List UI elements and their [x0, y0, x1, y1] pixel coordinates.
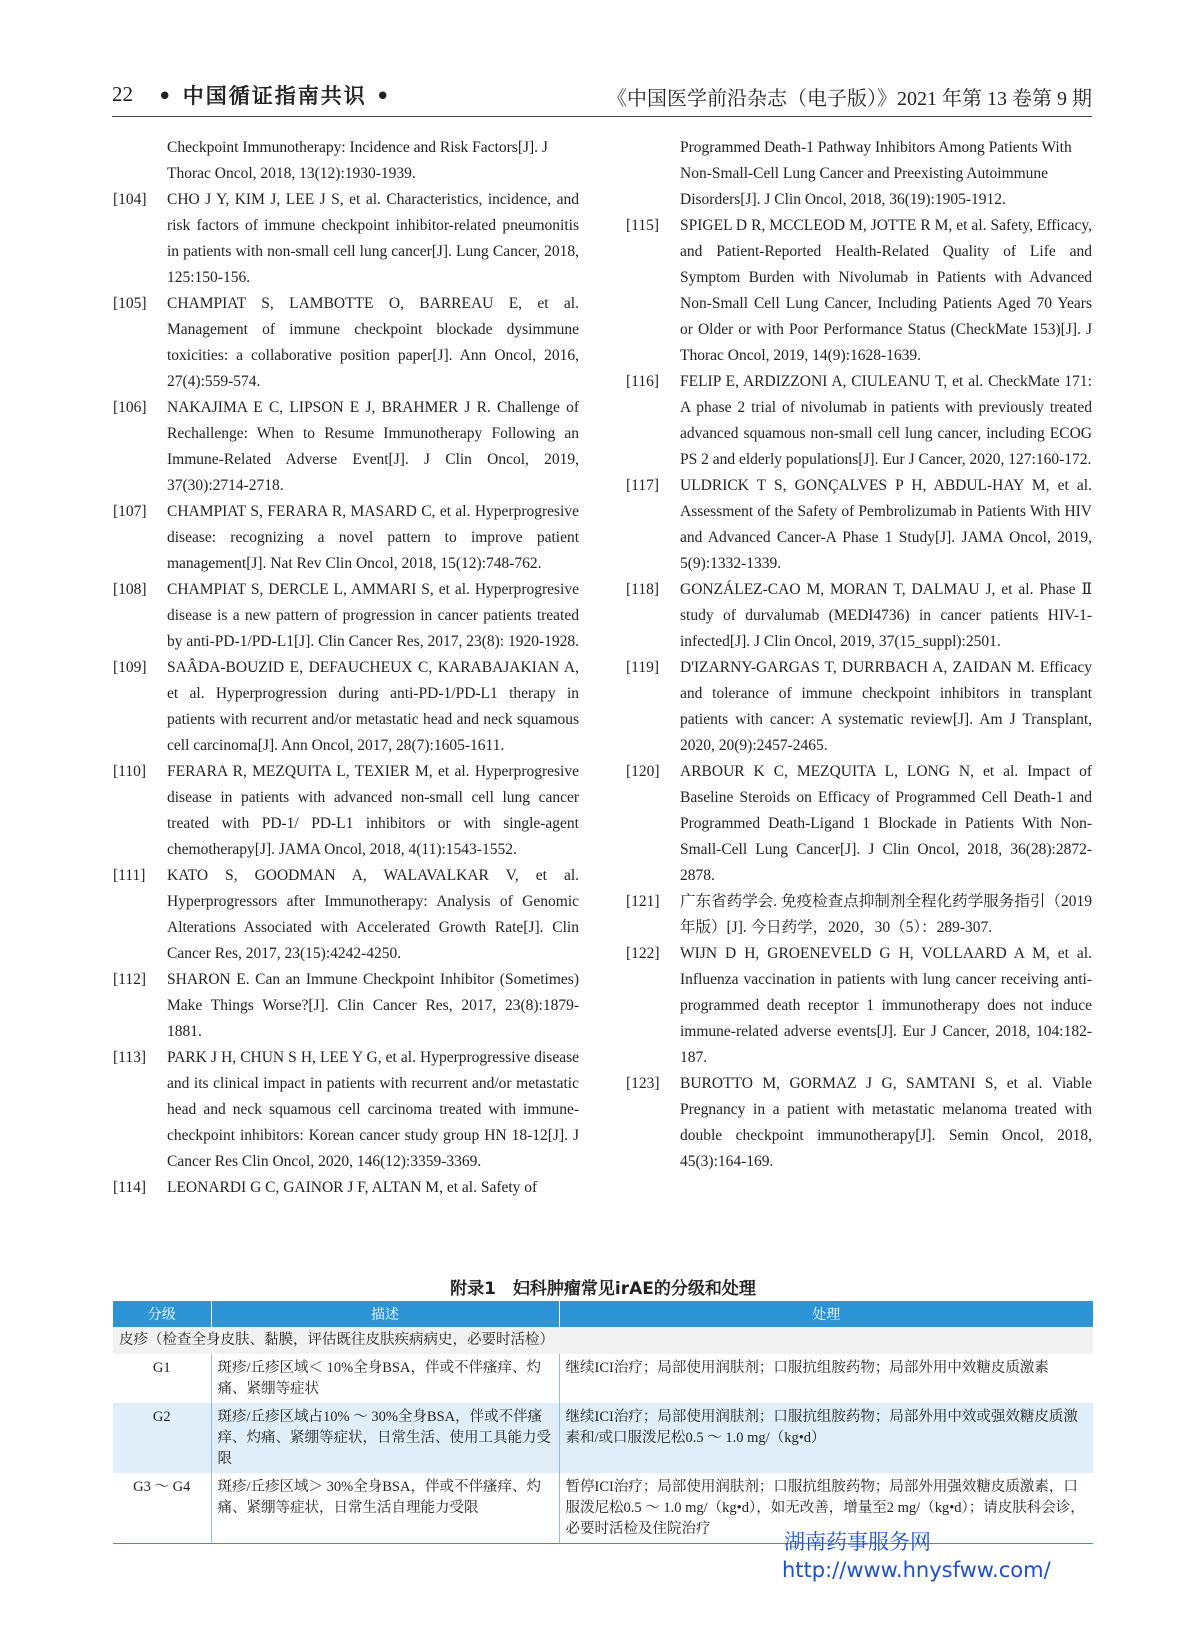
page-header	[112, 82, 1092, 118]
reference-text: CHAMPIAT S, DERCLE L, AMMARI S, et al. Hyperprogresive disease is a new pattern of progression in cancer patients treated by anti-PD-1/PD-L1[J]. Clin Cancer Res, 2017, 23(8): 1920-1928.	[167, 581, 579, 650]
header-description: 描述	[211, 1301, 559, 1327]
journal-title: 《中国医学前沿杂志（电子版）》2021 年第 13 卷第 9 期	[607, 88, 1092, 110]
reference-number: [123]	[626, 1075, 660, 1092]
reference-item	[626, 941, 1092, 1071]
section-title: • 中国循证指南共识 •	[158, 84, 392, 108]
table-title: 附录1 妇科肿瘤常见irAE的分级和处理	[450, 1279, 756, 1299]
irae-table	[113, 1301, 1093, 1544]
reference-item	[626, 655, 1092, 759]
watermark-title: 湖南药事服务网	[784, 1530, 931, 1554]
reference-text: CHO J Y, KIM J, LEE J S, et al. Characteristics, incidence, and risk factors of immune checkpoint inhibitor-related pneumonitis in patients with non-small cell lung cancer[J]. Lung Cancer, 2018, 125:150-156.	[167, 191, 579, 286]
reference-number: [110]	[113, 763, 146, 780]
reference-continuation: Programmed Death-1 Pathway Inhibitors Among Patients With Non-Small-Cell Lung Cancer and Preexisting Autoimmune Disorders[J]. J Clin Oncol, 2018, 36(19):1905-1912.	[680, 139, 1072, 208]
reference-item	[113, 499, 579, 577]
reference-item	[626, 759, 1092, 889]
reference-text: BUROTTO M, GORMAZ J G, SAMTANI S, et al. Viable Pregnancy in a patient with metastatic melanoma treated with double checkpoint immunotherapy[J]. Semin Oncol, 2018, 45(3):164-169.	[680, 1075, 1092, 1170]
treatment-cell: 继续ICI治疗；局部使用润肤剂；口服抗组胺药物；局部外用中效或强效糖皮质激素和/或口服泼尼松0.5 ～ 1.0 mg/（kg•d）	[559, 1403, 1093, 1473]
reference-item	[113, 1045, 579, 1175]
reference-text: ARBOUR K C, MEZQUITA L, LONG N, et al. Impact of Baseline Steroids on Efficacy of Programmed Cell Death-1 and Programmed Death-Ligand 1 Blockade in Patients With Non-Small-Cell Lung Cancer[J]. J Clin Oncol, 2018, 36(28):2872-2878.	[680, 763, 1092, 884]
reference-text: CHAMPIAT S, LAMBOTTE O, BARREAU E, et al. Management of immune checkpoint blockade dysimmune toxicities: a collaborative position paper[J]. Ann Oncol, 2016, 27(4):559-574.	[167, 295, 579, 390]
reference-number: [107]	[113, 503, 147, 520]
reference-number: [115]	[626, 217, 659, 234]
reference-number: [111]	[113, 867, 146, 884]
reference-item	[626, 577, 1092, 655]
reference-text: D'IZARNY-GARGAS T, DURRBACH A, ZAIDAN M. Efficacy and tolerance of immune checkpoint inhibitors in transplant patients with cancer: A systematic review[J]. Am J Transplant, 2020, 20(9):2457-2465.	[680, 659, 1092, 754]
reference-number: [112]	[113, 971, 146, 988]
reference-number: [108]	[113, 581, 147, 598]
grade-cell: G3 ～ G4	[113, 1473, 211, 1544]
reference-text: SPIGEL D R, MCCLEOD M, JOTTE R M, et al. Safety, Efficacy, and Patient-Reported Health-Related Quality of Life and Symptom Burden with Nivolumab in Patients with Advanced Non-Small Cell Lung Cancer, Including Patients Aged 70 Years or Older or with Poor Performance Status (CheckMate 153)[J]. J Thorac Oncol, 2019, 14(9):1628-1639.	[680, 217, 1092, 364]
references-left-column	[113, 135, 579, 1201]
reference-number: [109]	[113, 659, 147, 676]
reference-item	[113, 395, 579, 499]
reference-text: FELIP E, ARDIZZONI A, CIULEANU T, et al. CheckMate 171: A phase 2 trial of nivolumab in patients with previously treated advanced squamous non-small cell lung cancer, including ECOG PS 2 and elderly populations[J]. Eur J Cancer, 2020, 127:160-172.	[680, 373, 1092, 468]
reference-number: [113]	[113, 1049, 146, 1066]
references-right-column	[626, 135, 1092, 1175]
reference-number: [118]	[626, 581, 659, 598]
grade-cell: G1	[113, 1354, 211, 1403]
reference-item	[626, 369, 1092, 473]
page-number: 22	[112, 82, 133, 106]
reference-item	[626, 473, 1092, 577]
header-rule	[112, 116, 1092, 117]
table-row	[113, 1354, 1093, 1403]
reference-text: GONZÁLEZ-CAO M, MORAN T, DALMAU J, et al. Phase Ⅱ study of durvalumab (MEDI4736) in cancer patients HIV-1-infected[J]. J Clin Oncol, 2019, 37(15_suppl):2501.	[680, 581, 1092, 650]
reference-item	[626, 1071, 1092, 1175]
table-row	[113, 1403, 1093, 1473]
reference-item	[113, 291, 579, 395]
reference-text: SHARON E. Can an Immune Checkpoint Inhibitor (Sometimes) Make Things Worse?[J]. Clin Cancer Res, 2017, 23(8):1879-1881.	[167, 971, 579, 1040]
reference-item	[113, 1175, 579, 1201]
reference-text: KATO S, GOODMAN A, WALAVALKAR V, et al. Hyperprogressors after Immunotherapy: Analysis of Genomic Alterations Associated with Accelerated Growth Rate[J]. Clin Cancer Res, 2017, 23(15):4242-4250.	[167, 867, 579, 962]
table-section-row	[113, 1327, 1093, 1354]
description-cell: 斑疹/丘疹区域＜ 10%全身BSA，伴或不伴瘙痒、灼痛、紧绷等症状	[211, 1354, 559, 1403]
reference-text: CHAMPIAT S, FERARA R, MASARD C, et al. Hyperprogresive disease: recognizing a novel pattern to improve patient management[J]. Nat Rev Clin Oncol, 2018, 15(12):748-762.	[167, 503, 579, 572]
reference-text: SAÂDA-BOUZID E, DEFAUCHEUX C, KARABAJAKIAN A, et al. Hyperprogression during anti-PD-1/PD-L1 therapy in patients with recurrent and/or metastatic head and neck squamous cell carcinoma[J]. Ann Oncol, 2017, 28(7):1605-1611.	[167, 659, 579, 754]
treatment-cell: 继续ICI治疗；局部使用润肤剂；口服抗组胺药物；局部外用中效糖皮质激素	[559, 1354, 1093, 1403]
header-treatment: 处理	[559, 1301, 1093, 1327]
grade-cell: G2	[113, 1403, 211, 1473]
reference-text: ULDRICK T S, GONÇALVES P H, ABDUL-HAY M, et al. Assessment of the Safety of Pembrolizumab in Patients With HIV and Advanced Cancer-A Phase 1 Study[J]. JAMA Oncol, 2019, 5(9):1332-1339.	[680, 477, 1092, 572]
reference-continuation: Checkpoint Immunotherapy: Incidence and Risk Factors[J]. J Thorac Oncol, 2018, 13(12):1930-1939.	[167, 139, 548, 182]
reference-item	[113, 187, 579, 291]
reference-item	[113, 655, 579, 759]
reference-number: [120]	[626, 763, 660, 780]
treatment-cell: 暂停ICI治疗；局部使用润肤剂；口服抗组胺药物；局部外用强效糖皮质激素，口服泼尼松0.5 ～ 1.0 mg/（kg•d），如无改善，增量至2 mg/（kg•d）；请皮肤科会诊，必要时活检及住院治疗	[559, 1473, 1093, 1544]
reference-item	[113, 577, 579, 655]
reference-item	[113, 967, 579, 1045]
reference-text: 广东省药学会. 免疫检查点抑制剂全程化药学服务指引（2019年版）[J]. 今日药学，2020，30（5）：289-307.	[680, 893, 1092, 936]
reference-number: [104]	[113, 191, 147, 208]
reference-text: FERARA R, MEZQUITA L, TEXIER M, et al. Hyperprogresive disease in patients with advanced non-small cell lung cancer treated with PD-1/ PD-L1 inhibitors or with single-agent chemotherapy[J]. JAMA Oncol, 2018, 4(11):1543-1552.	[167, 763, 579, 858]
reference-number: [119]	[626, 659, 659, 676]
section-label: 皮疹（检查全身皮肤、黏膜，评估既往皮肤疾病病史，必要时活检）	[113, 1327, 1093, 1354]
reference-number: [116]	[626, 373, 659, 390]
reference-number: [122]	[626, 945, 660, 962]
watermark-url[interactable]: http://www.hnysfww.com/	[782, 1558, 1051, 1582]
reference-number: [114]	[113, 1179, 146, 1196]
reference-number: [121]	[626, 893, 660, 910]
reference-text: LEONARDI G C, GAINOR J F, ALTAN M, et al. Safety of	[167, 1179, 538, 1196]
description-cell: 斑疹/丘疹区域＞ 30%全身BSA，伴或不伴瘙痒、灼痛、紧绷等症状，日常生活自理能力受限	[211, 1473, 559, 1544]
reference-number: [117]	[626, 477, 659, 494]
description-cell: 斑疹/丘疹区域占10% ～ 30%全身BSA，伴或不伴瘙痒、灼痛、紧绷等症状，日常生活、使用工具能力受限	[211, 1403, 559, 1473]
table-header-row	[113, 1301, 1093, 1327]
reference-item	[113, 759, 579, 863]
reference-item	[113, 863, 579, 967]
reference-text: PARK J H, CHUN S H, LEE Y G, et al. Hyperprogressive disease and its clinical impact in patients with recurrent and/or metastatic head and neck squamous cell carcinoma treated with immune-checkpoint inhibitors: Korean cancer study group HN 18-12[J]. J Cancer Res Clin Oncol, 2020, 146(12):3359-3369.	[167, 1049, 579, 1170]
reference-number: [106]	[113, 399, 147, 416]
reference-text: WIJN D H, GROENEVELD G H, VOLLAARD A M, et al. Influenza vaccination in patients with lung cancer receiving anti-programmed death receptor 1 immunotherapy does not induce immune-related adverse events[J]. Eur J Cancer, 2018, 104:182-187.	[680, 945, 1092, 1066]
reference-item	[626, 213, 1092, 369]
table-row	[113, 1473, 1093, 1544]
reference-number: [105]	[113, 295, 147, 312]
header-grade: 分级	[113, 1301, 211, 1327]
reference-text: NAKAJIMA E C, LIPSON E J, BRAHMER J R. Challenge of Rechallenge: When to Resume Immunotherapy Following an Immune-Related Adverse Event[J]. J Clin Oncol, 2019, 37(30):2714-2718.	[167, 399, 579, 494]
reference-item	[626, 889, 1092, 941]
